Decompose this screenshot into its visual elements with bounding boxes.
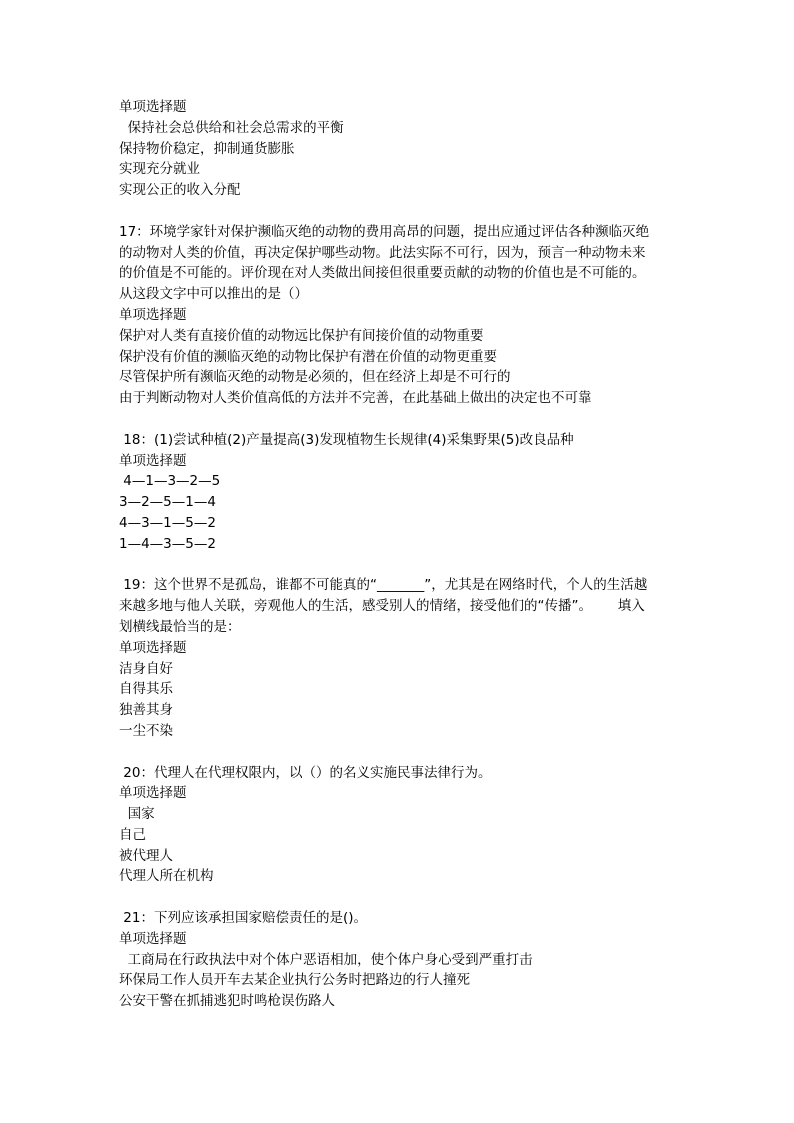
question-stem-line: 的价值是不可能的。评价现在对人类做出间接但很重要贡献的动物的价值也是不可能的。 [119, 265, 646, 282]
option-b: 自得其乐 [119, 681, 173, 698]
spacer [119, 409, 679, 430]
option-b: 3—2—5—1—4 [119, 494, 216, 511]
option-d: 实现公正的收入分配 [119, 182, 241, 199]
spacer [119, 742, 679, 763]
question-stem-line: 18：(1)尝试种植(2)产量提高(3)发现植物生长规律(4)采集野果(5)改良品种 [119, 431, 574, 448]
question-20 [119, 763, 679, 888]
question-stem-line: 19：这个世界不是孤岛，谁都不可能真的“_______”，尤其是在网络时代，个人的生活越 [119, 577, 648, 594]
spacer [119, 887, 679, 908]
question-stem-line: 21：下列应该承担国家赔偿责任的是()。 [119, 910, 368, 927]
question-type: 单项选择题 [119, 452, 187, 469]
option-b: 保持物价稳定，抑制通货膨胀 [119, 140, 295, 157]
option-a: 保护对人类有直接价值的动物远比保护有间接价值的动物重要 [119, 327, 484, 344]
question-stem-line: 从这段文字中可以推出的是（） [119, 286, 308, 303]
question-19 [119, 575, 679, 741]
question-17 [119, 222, 679, 409]
question-type: 单项选择题 [119, 306, 187, 323]
option-a: 4—1—3—2—5 [119, 473, 221, 490]
option-c: 尽管保护所有濒临灭绝的动物是必须的，但在经济上却是不可行的 [119, 369, 511, 386]
option-b: 保护没有价值的濒临灭绝的动物比保护有潜在价值的动物更重要 [119, 348, 497, 365]
option-d: 代理人所在机构 [119, 868, 214, 885]
question-stem-line: 来越多地与他人关联，旁观他人的生活，感受别人的情绪，接受他们的“传播”。 填入 [119, 598, 645, 615]
question-16 [119, 97, 679, 201]
option-a: 洁身自好 [119, 660, 173, 677]
spacer [119, 201, 679, 222]
option-a: 工商局在行政执法中对个体户恶语相加，使个体户身心受到严重打击 [119, 951, 533, 968]
option-a: 保持社会总供给和社会总需求的平衡 [119, 119, 344, 136]
question-18 [119, 430, 679, 555]
question-type: 单项选择题 [119, 785, 187, 802]
option-c: 公安干警在抓捕逃犯时鸣枪误伤路人 [119, 993, 335, 1010]
question-type: 单项选择题 [119, 639, 187, 656]
document-page [119, 97, 679, 1012]
question-type: 单项选择题 [119, 930, 187, 947]
option-c: 4—3—1—5—2 [119, 514, 216, 531]
option-a: 国家 [119, 806, 155, 823]
option-b: 环保局工作人员开车去某企业执行公务时把路边的行人撞死 [119, 972, 470, 989]
option-c: 实现充分就业 [119, 161, 200, 178]
question-stem-line: 的动物对人类的价值，再决定保护哪些动物。此法实际不可行，因为，预言一种动物未来 [119, 244, 646, 261]
question-type: 单项选择题 [119, 99, 187, 115]
option-d: 1—4—3—5—2 [119, 535, 216, 552]
question-stem-line: 划横线最恰当的是： [119, 618, 241, 635]
option-c: 被代理人 [119, 847, 173, 864]
spacer [119, 555, 679, 576]
option-c: 独善其身 [119, 702, 173, 719]
option-d: 一尘不染 [119, 722, 173, 739]
option-b: 自己 [119, 826, 146, 843]
option-d: 由于判断动物对人类价值高低的方法并不完善，在此基础上做出的决定也不可靠 [119, 390, 592, 407]
question-21 [119, 908, 679, 1012]
question-stem-line: 17：环境学家针对保护濒临灭绝的动物的费用高昂的问题，提出应通过评估各种濒临灭绝 [119, 223, 650, 240]
question-stem-line: 20：代理人在代理权限内，以（）的名义实施民事法律行为。 [119, 764, 492, 781]
